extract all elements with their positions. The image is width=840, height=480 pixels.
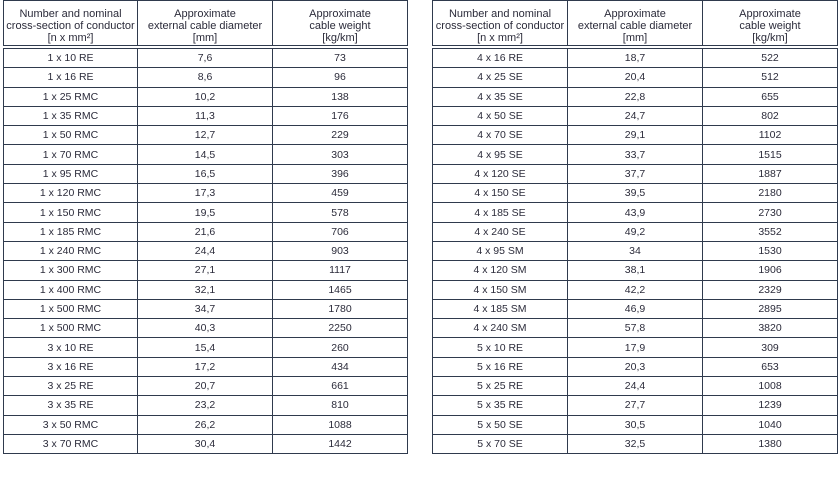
diameter-cell: 14,5 — [138, 145, 273, 164]
header-line: Approximate — [174, 8, 236, 20]
conductor-cell: 4 x 95 SE — [433, 145, 568, 164]
diameter-cell: 37,7 — [568, 164, 703, 183]
conductor-cell: 4 x 240 SE — [433, 222, 568, 241]
table-row — [433, 164, 838, 183]
conductor-cell: 1 x 500 RMC — [4, 319, 138, 338]
right-table-body — [433, 46, 838, 454]
table-row — [4, 145, 408, 164]
weight-cell: 309 — [703, 338, 838, 357]
table-row — [4, 164, 408, 183]
diameter-cell: 17,9 — [568, 338, 703, 357]
header-line: Number and nominal — [19, 8, 122, 20]
weight-cell: 1008 — [703, 377, 838, 396]
conductor-cell: 4 x 185 SM — [433, 299, 568, 318]
table-row — [4, 299, 408, 318]
conductor-cell: 1 x 70 RMC — [4, 145, 138, 164]
diameter-cell: 17,2 — [138, 357, 273, 376]
right-cable-table — [432, 0, 838, 454]
weight-cell: 653 — [703, 357, 838, 376]
diameter-cell: 26,2 — [138, 415, 273, 434]
conductor-cell: 4 x 240 SM — [433, 319, 568, 338]
diameter-cell: 19,5 — [138, 203, 273, 222]
table-row — [4, 106, 408, 125]
conductor-cell: 1 x 150 RMC — [4, 203, 138, 222]
table-row — [433, 396, 838, 415]
conductor-cell: 1 x 500 RMC — [4, 299, 138, 318]
table-row — [433, 338, 838, 357]
conductor-cell: 1 x 300 RMC — [4, 261, 138, 280]
table-row — [4, 68, 408, 87]
table-row — [4, 280, 408, 299]
weight-cell: 706 — [273, 222, 408, 241]
diameter-cell: 8,6 — [138, 68, 273, 87]
header-line: cable weight — [739, 20, 801, 32]
conductor-cell: 5 x 10 RE — [433, 338, 568, 357]
diameter-cell: 20,4 — [568, 68, 703, 87]
weight-cell: 1380 — [703, 434, 838, 453]
table-row — [433, 203, 838, 222]
left-table-header — [4, 1, 408, 46]
weight-cell: 73 — [273, 49, 408, 68]
conductor-cell: 1 x 10 RE — [4, 49, 138, 68]
right-table-header — [433, 1, 838, 46]
weight-cell: 2895 — [703, 299, 838, 318]
header-line: [mm] — [192, 32, 218, 44]
weight-cell: 1780 — [273, 299, 408, 318]
diameter-cell: 16,5 — [138, 164, 273, 183]
header-line: external cable diameter — [147, 20, 263, 32]
header-line: Approximate — [739, 8, 801, 20]
diameter-cell: 20,3 — [568, 357, 703, 376]
table-row — [433, 299, 838, 318]
conductor-cell: 5 x 70 SE — [433, 434, 568, 453]
weight-cell: 434 — [273, 357, 408, 376]
conductor-cell: 4 x 25 SE — [433, 68, 568, 87]
weight-cell: 522 — [703, 49, 838, 68]
header-line: [n x mm²] — [47, 32, 94, 44]
left-table-body — [4, 46, 408, 454]
conductor-cell: 5 x 25 RE — [433, 377, 568, 396]
weight-cell: 396 — [273, 164, 408, 183]
weight-cell: 1515 — [703, 145, 838, 164]
diameter-cell: 57,8 — [568, 319, 703, 338]
table-row — [4, 203, 408, 222]
weight-cell: 1887 — [703, 164, 838, 183]
header-line: cross-section of conductor — [435, 20, 565, 32]
table-row — [433, 145, 838, 164]
weight-cell: 802 — [703, 106, 838, 125]
diameter-cell: 46,9 — [568, 299, 703, 318]
conductor-cell: 5 x 16 RE — [433, 357, 568, 376]
weight-cell: 1102 — [703, 126, 838, 145]
weight-cell: 138 — [273, 87, 408, 106]
header-line: [kg/km] — [752, 32, 788, 44]
diameter-cell: 18,7 — [568, 49, 703, 68]
conductor-cell: 3 x 50 RMC — [4, 415, 138, 434]
diameter-cell: 10,2 — [138, 87, 273, 106]
weight-cell: 512 — [703, 68, 838, 87]
conductor-cell: 3 x 35 RE — [4, 396, 138, 415]
diameter-cell: 12,7 — [138, 126, 273, 145]
diameter-cell: 34,7 — [138, 299, 273, 318]
weight-cell: 96 — [273, 68, 408, 87]
weight-cell: 260 — [273, 338, 408, 357]
diameter-cell: 27,1 — [138, 261, 273, 280]
diameter-cell: 20,7 — [138, 377, 273, 396]
conductor-cell: 4 x 70 SE — [433, 126, 568, 145]
conductor-cell: 3 x 70 RMC — [4, 434, 138, 453]
diameter-cell: 22,8 — [568, 87, 703, 106]
header-line: cable weight — [309, 20, 371, 32]
diameter-cell: 32,5 — [568, 434, 703, 453]
weight-cell: 2180 — [703, 184, 838, 203]
table-row — [4, 49, 408, 68]
conductor-cell: 3 x 25 RE — [4, 377, 138, 396]
diameter-cell: 32,1 — [138, 280, 273, 299]
table-row — [433, 49, 838, 68]
table-row — [433, 261, 838, 280]
weight-cell: 3820 — [703, 319, 838, 338]
table-row — [4, 396, 408, 415]
table-row — [433, 434, 838, 453]
table-row — [4, 126, 408, 145]
header-conductor-cross-section — [4, 1, 138, 46]
conductor-cell: 1 x 95 RMC — [4, 164, 138, 183]
header-line: Number and nominal — [448, 8, 552, 20]
diameter-cell: 43,9 — [568, 203, 703, 222]
diameter-cell: 21,6 — [138, 222, 273, 241]
conductor-cell: 4 x 150 SM — [433, 280, 568, 299]
table-row — [4, 338, 408, 357]
weight-cell: 1530 — [703, 241, 838, 260]
conductor-cell: 4 x 95 SM — [433, 241, 568, 260]
table-row — [433, 68, 838, 87]
weight-cell: 459 — [273, 184, 408, 203]
weight-cell: 903 — [273, 241, 408, 260]
header-line: Approximate — [309, 8, 371, 20]
conductor-cell: 3 x 16 RE — [4, 357, 138, 376]
conductor-cell: 1 x 35 RMC — [4, 106, 138, 125]
header-line: cross-section of conductor — [6, 20, 135, 32]
header-line: [mm] — [622, 32, 648, 44]
diameter-cell: 15,4 — [138, 338, 273, 357]
weight-cell: 1239 — [703, 396, 838, 415]
diameter-cell: 23,2 — [138, 396, 273, 415]
left-cable-table — [3, 0, 408, 454]
weight-cell: 303 — [273, 145, 408, 164]
conductor-cell: 1 x 120 RMC — [4, 184, 138, 203]
table-row — [433, 222, 838, 241]
table-row — [433, 357, 838, 376]
diameter-cell: 38,1 — [568, 261, 703, 280]
table-row — [4, 241, 408, 260]
table-row — [4, 377, 408, 396]
diameter-cell: 40,3 — [138, 319, 273, 338]
weight-cell: 2730 — [703, 203, 838, 222]
conductor-cell: 1 x 185 RMC — [4, 222, 138, 241]
weight-cell: 1117 — [273, 261, 408, 280]
conductor-cell: 5 x 35 RE — [433, 396, 568, 415]
diameter-cell: 33,7 — [568, 145, 703, 164]
diameter-cell: 34 — [568, 241, 703, 260]
table-row — [4, 357, 408, 376]
diameter-cell: 7,6 — [138, 49, 273, 68]
diameter-cell: 39,5 — [568, 184, 703, 203]
table-row — [4, 184, 408, 203]
diameter-cell: 30,5 — [568, 415, 703, 434]
conductor-cell: 4 x 16 RE — [433, 49, 568, 68]
conductor-cell: 4 x 120 SE — [433, 164, 568, 183]
weight-cell: 176 — [273, 106, 408, 125]
weight-cell: 1442 — [273, 434, 408, 453]
diameter-cell: 27,7 — [568, 396, 703, 415]
table-row — [433, 377, 838, 396]
header-cable-weight — [273, 1, 408, 46]
header-row — [433, 1, 838, 46]
table-row — [433, 126, 838, 145]
conductor-cell: 1 x 16 RE — [4, 68, 138, 87]
table-row — [4, 222, 408, 241]
weight-cell: 655 — [703, 87, 838, 106]
weight-cell: 2329 — [703, 280, 838, 299]
table-row — [433, 184, 838, 203]
weight-cell: 1040 — [703, 415, 838, 434]
table-row — [433, 241, 838, 260]
table-row — [4, 434, 408, 453]
diameter-cell: 24,7 — [568, 106, 703, 125]
diameter-cell: 30,4 — [138, 434, 273, 453]
diameter-cell: 11,3 — [138, 106, 273, 125]
table-row — [433, 106, 838, 125]
conductor-cell: 3 x 10 RE — [4, 338, 138, 357]
table-row — [4, 319, 408, 338]
weight-cell: 3552 — [703, 222, 838, 241]
diameter-cell: 49,2 — [568, 222, 703, 241]
table-row — [4, 415, 408, 434]
header-line: Approximate — [604, 8, 666, 20]
weight-cell: 578 — [273, 203, 408, 222]
header-line: [kg/km] — [322, 32, 358, 44]
diameter-cell: 29,1 — [568, 126, 703, 145]
conductor-cell: 4 x 150 SE — [433, 184, 568, 203]
table-row — [433, 280, 838, 299]
header-line: external cable diameter — [577, 20, 693, 32]
table-row — [4, 261, 408, 280]
conductor-cell: 1 x 25 RMC — [4, 87, 138, 106]
header-cable-diameter — [138, 1, 273, 46]
conductor-cell: 4 x 50 SE — [433, 106, 568, 125]
weight-cell: 810 — [273, 396, 408, 415]
table-row — [433, 415, 838, 434]
header-cable-weight — [703, 1, 838, 46]
header-conductor-cross-section — [433, 1, 568, 46]
header-line: [n x mm²] — [477, 32, 523, 44]
weight-cell: 1465 — [273, 280, 408, 299]
conductor-cell: 1 x 50 RMC — [4, 126, 138, 145]
weight-cell: 229 — [273, 126, 408, 145]
weight-cell: 1906 — [703, 261, 838, 280]
table-row — [4, 87, 408, 106]
table-row — [433, 319, 838, 338]
conductor-cell: 1 x 240 RMC — [4, 241, 138, 260]
diameter-cell: 24,4 — [138, 241, 273, 260]
weight-cell: 661 — [273, 377, 408, 396]
diameter-cell: 42,2 — [568, 280, 703, 299]
conductor-cell: 4 x 35 SE — [433, 87, 568, 106]
table-row — [433, 87, 838, 106]
diameter-cell: 24,4 — [568, 377, 703, 396]
conductor-cell: 5 x 50 SE — [433, 415, 568, 434]
header-cable-diameter — [568, 1, 703, 46]
conductor-cell: 1 x 400 RMC — [4, 280, 138, 299]
header-row — [4, 1, 408, 46]
weight-cell: 2250 — [273, 319, 408, 338]
diameter-cell: 17,3 — [138, 184, 273, 203]
conductor-cell: 4 x 120 SM — [433, 261, 568, 280]
conductor-cell: 4 x 185 SE — [433, 203, 568, 222]
weight-cell: 1088 — [273, 415, 408, 434]
